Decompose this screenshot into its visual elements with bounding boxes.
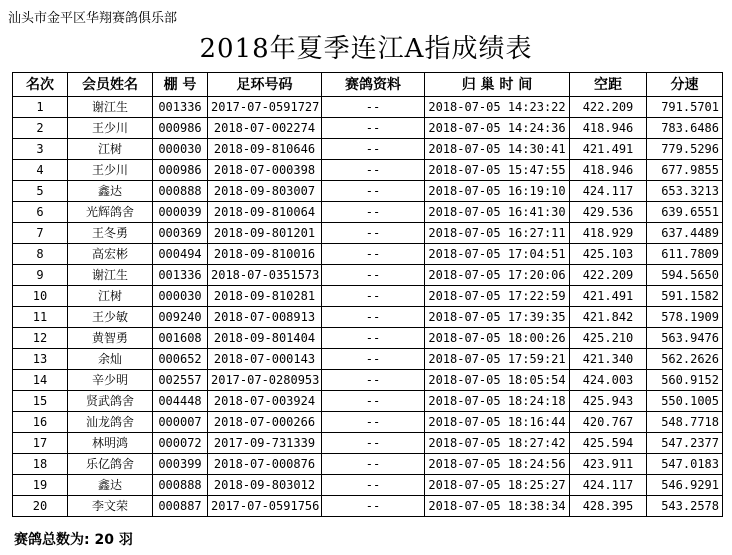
cell-ring: 2018-07-000876 bbox=[208, 454, 322, 475]
column-header-arrival: 归 巢 时 间 bbox=[425, 73, 570, 97]
cell-speed: 779.5296 bbox=[647, 139, 723, 160]
cell-speed: 547.2377 bbox=[647, 433, 723, 454]
cell-loft: 000039 bbox=[153, 202, 208, 223]
cell-ring: 2018-09-810016 bbox=[208, 244, 322, 265]
cell-loft: 000369 bbox=[153, 223, 208, 244]
cell-speed: 548.7718 bbox=[647, 412, 723, 433]
cell-speed: 594.5650 bbox=[647, 265, 723, 286]
cell-pigeon-info: -- bbox=[322, 97, 425, 118]
cell-member: 乐亿鸽舍 bbox=[68, 454, 153, 475]
cell-ring: 2017-07-0591727 bbox=[208, 97, 322, 118]
cell-ring: 2018-07-0351573 bbox=[208, 265, 322, 286]
cell-speed: 611.7809 bbox=[647, 244, 723, 265]
cell-arrival: 2018-07-05 17:39:35 bbox=[425, 307, 570, 328]
cell-distance: 422.209 bbox=[570, 97, 647, 118]
cell-ring: 2018-07-000266 bbox=[208, 412, 322, 433]
table-row bbox=[13, 160, 723, 181]
cell-speed: 543.2578 bbox=[647, 496, 723, 517]
table-row bbox=[13, 349, 723, 370]
cell-loft: 000030 bbox=[153, 139, 208, 160]
cell-member: 汕龙鸽舍 bbox=[68, 412, 153, 433]
cell-distance: 418.929 bbox=[570, 223, 647, 244]
cell-rank: 15 bbox=[13, 391, 68, 412]
cell-speed: 677.9855 bbox=[647, 160, 723, 181]
cell-arrival: 2018-07-05 14:23:22 bbox=[425, 97, 570, 118]
page-title: 2018年夏季连江A指成绩表 bbox=[199, 34, 533, 64]
cell-rank: 14 bbox=[13, 370, 68, 391]
cell-ring: 2018-09-810064 bbox=[208, 202, 322, 223]
cell-arrival: 2018-07-05 14:30:41 bbox=[425, 139, 570, 160]
cell-loft: 000986 bbox=[153, 160, 208, 181]
cell-speed: 653.3213 bbox=[647, 181, 723, 202]
column-header-speed: 分速 bbox=[647, 73, 723, 97]
cell-loft: 000007 bbox=[153, 412, 208, 433]
table-row bbox=[13, 412, 723, 433]
cell-pigeon-info: -- bbox=[322, 370, 425, 391]
cell-speed: 560.9152 bbox=[647, 370, 723, 391]
cell-distance: 429.536 bbox=[570, 202, 647, 223]
cell-loft: 000652 bbox=[153, 349, 208, 370]
cell-rank: 16 bbox=[13, 412, 68, 433]
cell-distance: 424.117 bbox=[570, 475, 647, 496]
cell-distance: 425.594 bbox=[570, 433, 647, 454]
cell-ring: 2018-07-000143 bbox=[208, 349, 322, 370]
cell-loft: 001608 bbox=[153, 328, 208, 349]
table-row bbox=[13, 265, 723, 286]
column-header-rank: 名次 bbox=[13, 73, 68, 97]
cell-distance: 425.103 bbox=[570, 244, 647, 265]
cell-member: 黄智勇 bbox=[68, 328, 153, 349]
cell-speed: 546.9291 bbox=[647, 475, 723, 496]
cell-member: 林明鸿 bbox=[68, 433, 153, 454]
column-header-member: 会员姓名 bbox=[68, 73, 153, 97]
table-row bbox=[13, 391, 723, 412]
cell-arrival: 2018-07-05 17:20:06 bbox=[425, 265, 570, 286]
cell-pigeon-info: -- bbox=[322, 181, 425, 202]
cell-rank: 5 bbox=[13, 181, 68, 202]
cell-loft: 002557 bbox=[153, 370, 208, 391]
cell-pigeon-info: -- bbox=[322, 454, 425, 475]
cell-distance: 424.117 bbox=[570, 181, 647, 202]
cell-ring: 2018-09-801201 bbox=[208, 223, 322, 244]
cell-loft: 000030 bbox=[153, 286, 208, 307]
cell-ring: 2018-09-801404 bbox=[208, 328, 322, 349]
cell-member: 光辉鸽舍 bbox=[68, 202, 153, 223]
cell-rank: 1 bbox=[13, 97, 68, 118]
cell-rank: 4 bbox=[13, 160, 68, 181]
cell-member: 王少川 bbox=[68, 160, 153, 181]
cell-pigeon-info: -- bbox=[322, 202, 425, 223]
cell-distance: 421.491 bbox=[570, 286, 647, 307]
cell-loft: 001336 bbox=[153, 265, 208, 286]
cell-loft: 004448 bbox=[153, 391, 208, 412]
cell-loft: 009240 bbox=[153, 307, 208, 328]
cell-rank: 18 bbox=[13, 454, 68, 475]
cell-loft: 000072 bbox=[153, 433, 208, 454]
cell-arrival: 2018-07-05 18:16:44 bbox=[425, 412, 570, 433]
cell-speed: 547.0183 bbox=[647, 454, 723, 475]
cell-member: 辛少明 bbox=[68, 370, 153, 391]
cell-arrival: 2018-07-05 17:59:21 bbox=[425, 349, 570, 370]
cell-member: 江树 bbox=[68, 139, 153, 160]
cell-loft: 000888 bbox=[153, 475, 208, 496]
cell-arrival: 2018-07-05 14:24:36 bbox=[425, 118, 570, 139]
cell-speed: 562.2626 bbox=[647, 349, 723, 370]
cell-loft: 000888 bbox=[153, 181, 208, 202]
cell-member: 王少川 bbox=[68, 118, 153, 139]
cell-distance: 425.943 bbox=[570, 391, 647, 412]
table-row bbox=[13, 181, 723, 202]
cell-rank: 7 bbox=[13, 223, 68, 244]
cell-member: 高宏彬 bbox=[68, 244, 153, 265]
cell-distance: 421.842 bbox=[570, 307, 647, 328]
cell-distance: 418.946 bbox=[570, 160, 647, 181]
cell-arrival: 2018-07-05 16:19:10 bbox=[425, 181, 570, 202]
cell-pigeon-info: -- bbox=[322, 349, 425, 370]
cell-arrival: 2018-07-05 18:25:27 bbox=[425, 475, 570, 496]
cell-speed: 639.6551 bbox=[647, 202, 723, 223]
cell-speed: 783.6486 bbox=[647, 118, 723, 139]
cell-arrival: 2018-07-05 18:27:42 bbox=[425, 433, 570, 454]
cell-arrival: 2018-07-05 18:24:56 bbox=[425, 454, 570, 475]
cell-pigeon-info: -- bbox=[322, 391, 425, 412]
cell-rank: 10 bbox=[13, 286, 68, 307]
cell-member: 贤武鸽舍 bbox=[68, 391, 153, 412]
cell-distance: 420.767 bbox=[570, 412, 647, 433]
cell-member: 江树 bbox=[68, 286, 153, 307]
cell-pigeon-info: -- bbox=[322, 328, 425, 349]
cell-pigeon-info: -- bbox=[322, 307, 425, 328]
cell-speed: 791.5701 bbox=[647, 97, 723, 118]
cell-rank: 12 bbox=[13, 328, 68, 349]
cell-member: 王冬勇 bbox=[68, 223, 153, 244]
cell-rank: 20 bbox=[13, 496, 68, 517]
cell-arrival: 2018-07-05 16:41:30 bbox=[425, 202, 570, 223]
cell-rank: 19 bbox=[13, 475, 68, 496]
cell-ring: 2018-07-008913 bbox=[208, 307, 322, 328]
club-name: 汕头市金平区华翔赛鸽俱乐部 bbox=[8, 11, 178, 26]
cell-rank: 6 bbox=[13, 202, 68, 223]
cell-pigeon-info: -- bbox=[322, 412, 425, 433]
cell-speed: 550.1005 bbox=[647, 391, 723, 412]
cell-ring: 2018-07-003924 bbox=[208, 391, 322, 412]
header-row bbox=[13, 73, 723, 97]
cell-loft: 001336 bbox=[153, 97, 208, 118]
cell-pigeon-info: -- bbox=[322, 286, 425, 307]
cell-pigeon-info: -- bbox=[322, 265, 425, 286]
cell-loft: 000399 bbox=[153, 454, 208, 475]
cell-distance: 422.209 bbox=[570, 265, 647, 286]
cell-speed: 578.1909 bbox=[647, 307, 723, 328]
cell-pigeon-info: -- bbox=[322, 118, 425, 139]
column-header-pigeon-info: 赛鸽资料 bbox=[322, 73, 425, 97]
cell-distance: 428.395 bbox=[570, 496, 647, 517]
cell-arrival: 2018-07-05 16:27:11 bbox=[425, 223, 570, 244]
table-row bbox=[13, 454, 723, 475]
cell-ring: 2018-07-000398 bbox=[208, 160, 322, 181]
table-row bbox=[13, 118, 723, 139]
cell-member: 鑫达 bbox=[68, 475, 153, 496]
cell-distance: 421.491 bbox=[570, 139, 647, 160]
cell-speed: 637.4489 bbox=[647, 223, 723, 244]
table-row bbox=[13, 370, 723, 391]
cell-loft: 000887 bbox=[153, 496, 208, 517]
cell-rank: 3 bbox=[13, 139, 68, 160]
table-row bbox=[13, 433, 723, 454]
cell-ring: 2017-07-0280953 bbox=[208, 370, 322, 391]
cell-speed: 563.9476 bbox=[647, 328, 723, 349]
cell-ring: 2018-07-002274 bbox=[208, 118, 322, 139]
cell-rank: 8 bbox=[13, 244, 68, 265]
cell-rank: 2 bbox=[13, 118, 68, 139]
cell-arrival: 2018-07-05 15:47:55 bbox=[425, 160, 570, 181]
cell-rank: 13 bbox=[13, 349, 68, 370]
table-row bbox=[13, 139, 723, 160]
cell-arrival: 2018-07-05 18:38:34 bbox=[425, 496, 570, 517]
cell-arrival: 2018-07-05 18:24:18 bbox=[425, 391, 570, 412]
cell-pigeon-info: -- bbox=[322, 139, 425, 160]
cell-ring: 2018-09-810281 bbox=[208, 286, 322, 307]
table-row bbox=[13, 496, 723, 517]
cell-loft: 000494 bbox=[153, 244, 208, 265]
cell-rank: 17 bbox=[13, 433, 68, 454]
column-header-ring: 足环号码 bbox=[208, 73, 322, 97]
cell-ring: 2018-09-810646 bbox=[208, 139, 322, 160]
cell-distance: 421.340 bbox=[570, 349, 647, 370]
table-row bbox=[13, 244, 723, 265]
cell-arrival: 2018-07-05 17:22:59 bbox=[425, 286, 570, 307]
cell-pigeon-info: -- bbox=[322, 475, 425, 496]
column-header-loft: 棚 号 bbox=[153, 73, 208, 97]
column-header-distance: 空距 bbox=[570, 73, 647, 97]
total-count: 赛鸽总数为: 20 羽 bbox=[14, 532, 133, 548]
table-row bbox=[13, 328, 723, 349]
cell-member: 谢江生 bbox=[68, 97, 153, 118]
table-row bbox=[13, 475, 723, 496]
cell-arrival: 2018-07-05 18:05:54 bbox=[425, 370, 570, 391]
cell-distance: 423.911 bbox=[570, 454, 647, 475]
cell-ring: 2018-09-803007 bbox=[208, 181, 322, 202]
cell-pigeon-info: -- bbox=[322, 433, 425, 454]
cell-member: 鑫达 bbox=[68, 181, 153, 202]
cell-ring: 2017-07-0591756 bbox=[208, 496, 322, 517]
cell-arrival: 2018-07-05 18:00:26 bbox=[425, 328, 570, 349]
table-row bbox=[13, 286, 723, 307]
cell-member: 谢江生 bbox=[68, 265, 153, 286]
table-row bbox=[13, 202, 723, 223]
table-row bbox=[13, 97, 723, 118]
cell-member: 余灿 bbox=[68, 349, 153, 370]
cell-distance: 425.210 bbox=[570, 328, 647, 349]
table-row bbox=[13, 223, 723, 244]
results-table bbox=[12, 72, 723, 517]
cell-distance: 418.946 bbox=[570, 118, 647, 139]
cell-pigeon-info: -- bbox=[322, 244, 425, 265]
table-row bbox=[13, 307, 723, 328]
cell-pigeon-info: -- bbox=[322, 160, 425, 181]
cell-member: 李文荣 bbox=[68, 496, 153, 517]
cell-speed: 591.1582 bbox=[647, 286, 723, 307]
cell-rank: 11 bbox=[13, 307, 68, 328]
cell-pigeon-info: -- bbox=[322, 223, 425, 244]
cell-arrival: 2018-07-05 17:04:51 bbox=[425, 244, 570, 265]
cell-ring: 2017-09-731339 bbox=[208, 433, 322, 454]
cell-pigeon-info: -- bbox=[322, 496, 425, 517]
cell-member: 王少敏 bbox=[68, 307, 153, 328]
cell-ring: 2018-09-803012 bbox=[208, 475, 322, 496]
cell-distance: 424.003 bbox=[570, 370, 647, 391]
cell-loft: 000986 bbox=[153, 118, 208, 139]
cell-rank: 9 bbox=[13, 265, 68, 286]
